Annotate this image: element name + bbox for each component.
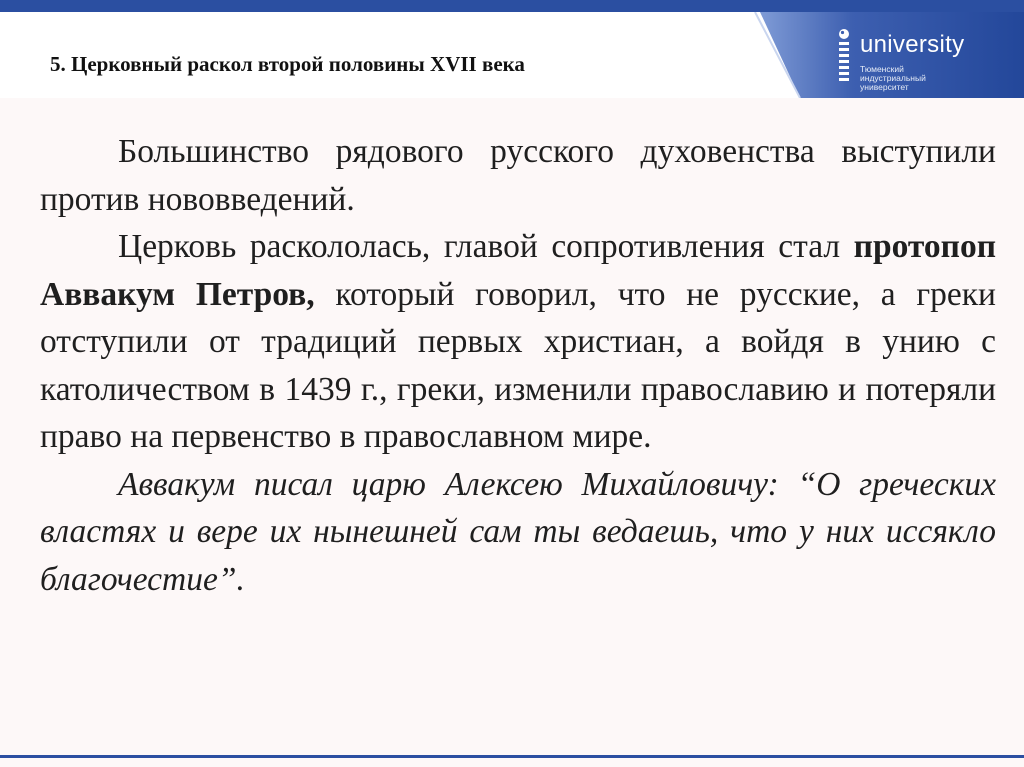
avvakum-name: протопоп Аввакум Петров, [40,228,996,313]
university-logo-icon [830,28,856,88]
top-accent-strip [0,0,1024,12]
paragraph-schism-rest: который говорил, что не русские, а греки отступили от традиций первых христиан, а войдя в унию с католичеством в 1439 г., греки, изменили православию и потеряли право на первенство в православном мире. [40,275,996,455]
paragraph-schism [40,223,996,461]
logo-subtitle [860,65,926,92]
logo-subtitle-line: индустриальный [860,73,926,83]
logo-subtitle-line: Тюменский [860,64,904,74]
logo-subtitle-line: университет [860,82,909,92]
logo-wordmark: university [860,31,965,58]
paragraph-quote: Аввакум писал царю Алексею Михайловичу: “О греческих властях и вере их нынешней сам ты ведаешь, что у них иссякло благочестие”. [40,465,996,598]
bottom-rule [0,755,1024,758]
header-bar [0,12,1024,98]
paragraph-clergy: Большинство рядового русского духовенства выступили против нововведений. [40,133,996,218]
slide-title: 5. Церковный раскол второй половины XVII века [50,52,525,76]
slide-body [40,128,996,603]
university-logo [830,24,1010,94]
paragraph-schism-intro: Церковь раскололась, главой сопротивления стал [118,228,854,265]
